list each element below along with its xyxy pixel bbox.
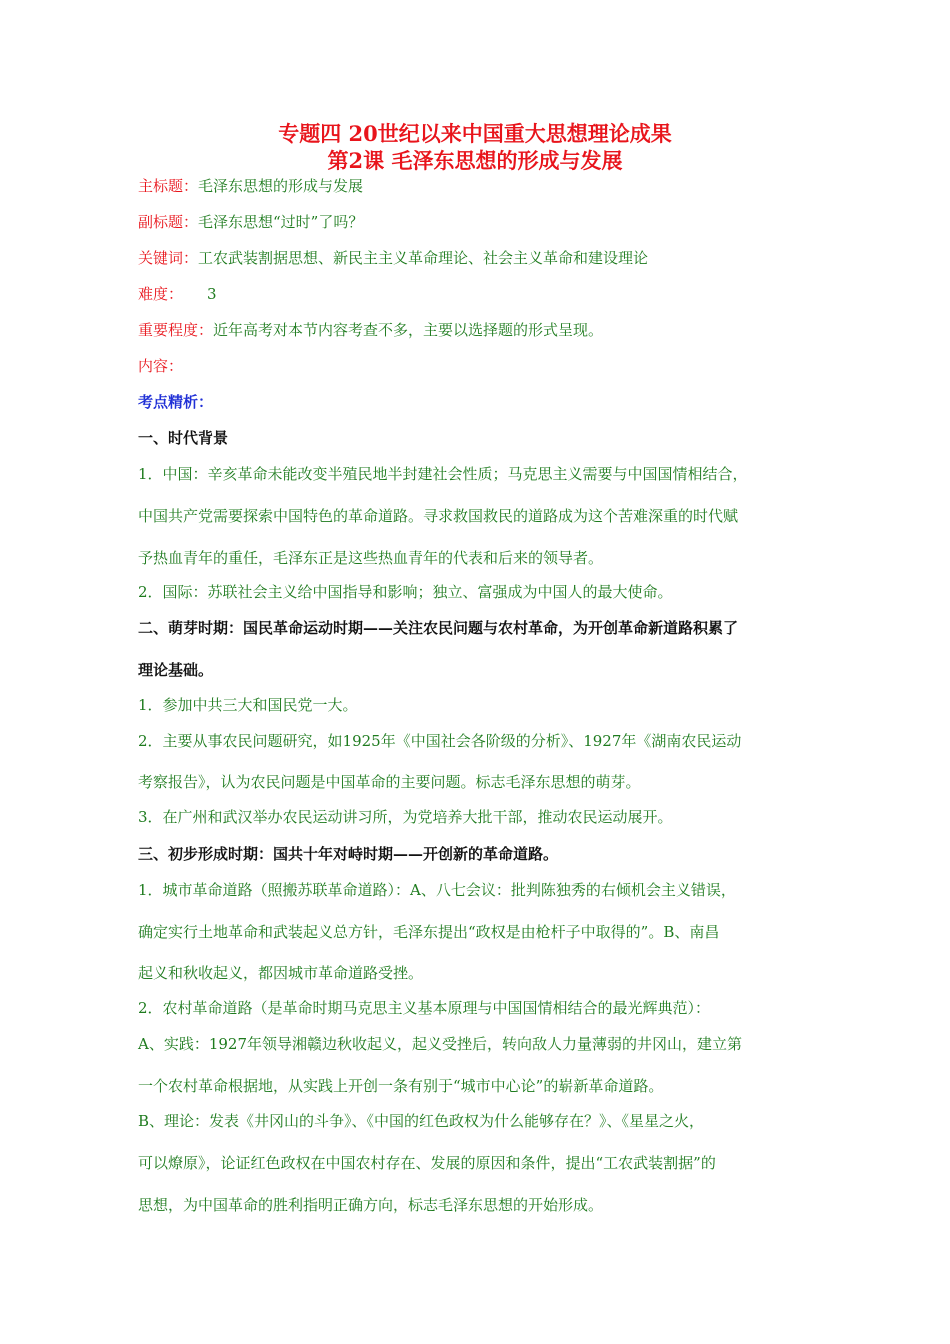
difficulty-label: 难度： bbox=[138, 285, 184, 303]
s2-para-3: 3．在广州和武汉举办农民运动讲习所，为党培养大批干部，推动农民运动展开。 bbox=[138, 808, 673, 826]
section-2-heading-line-1: 二、萌芽时期：国民革命运动时期——关注农民问题与农村革命，为开创革命新道路积累了 bbox=[138, 619, 739, 637]
s3-para-4-line-1: B、理论：发表《井冈山的斗争》、《中国的红色政权为什么能够存在？》、《星星之火， bbox=[138, 1112, 705, 1130]
keywords-value: 工农武装割据思想、新民主主义革命理论、社会主义革命和建设理论 bbox=[198, 249, 649, 267]
s3-para-3-line-1: A、实践：1927年领导湘赣边秋收起义，起义受挫后，转向敌人力量薄弱的井冈山，建立第 bbox=[138, 1035, 743, 1053]
s3-para-4-line-3: 思想，为中国革命的胜利指明正确方向，标志毛泽东思想的开始形成。 bbox=[138, 1196, 604, 1214]
s2-para-2-line-2: 考察报告》，认为农民问题是中国革命的主要问题。标志毛泽东思想的萌芽。 bbox=[138, 773, 641, 791]
content-label: 内容： bbox=[138, 357, 184, 375]
s3-para-1-line-3: 起义和秋收起义，都因城市革命道路受挫。 bbox=[138, 964, 424, 982]
keywords-label: 关键词： bbox=[138, 249, 199, 267]
document-title: 专题四 20世纪以来中国重大思想理论成果 bbox=[278, 121, 672, 146]
importance-label: 重要程度： bbox=[138, 321, 214, 339]
content-row bbox=[138, 356, 183, 376]
importance-value: 近年高考对本节内容考查不多，主要以选择题的形式呈现。 bbox=[213, 321, 604, 339]
importance-row bbox=[138, 320, 603, 340]
s2-para-1: 1．参加中共三大和国民党一大。 bbox=[138, 696, 358, 714]
s1-para-2: 2．国际：苏联社会主义给中国指导和影响；独立、富强成为中国人的最大使命。 bbox=[138, 583, 673, 601]
s1-para-1-line-1: 1．中国：辛亥革命未能改变半殖民地半封建社会性质；马克思主义需要与中国国情相结合， bbox=[138, 465, 748, 483]
section-3-heading: 三、初步形成时期：国共十年对峙时期——开创新的革命道路。 bbox=[138, 845, 559, 863]
subtitle-value: 毛泽东思想“过时”了吗？ bbox=[198, 213, 364, 231]
analysis-heading: 考点精析： bbox=[138, 393, 214, 411]
s3-para-3-line-2: 一个农村革命根据地，从实践上开创一条有别于“城市中心论”的崭新革命道路。 bbox=[138, 1077, 664, 1095]
s3-para-4-line-2: 可以燎原》，论证红色政权在中国农村存在、发展的原因和条件，提出“工农武装割据”的 bbox=[138, 1154, 716, 1172]
lesson-title: 第2课 毛泽东思想的形成与发展 bbox=[327, 148, 623, 173]
subtitle-label: 副标题： bbox=[138, 213, 199, 231]
difficulty-row bbox=[138, 284, 217, 304]
s3-para-2: 2．农村革命道路（是革命时期马克思主义基本原理与中国国情相结合的最光辉典范）： bbox=[138, 999, 711, 1017]
s2-para-2-line-1: 2．主要从事农民问题研究，如1925年《中国社会各阶级的分析》、1927年《湖南农民运动 bbox=[138, 732, 742, 750]
section-1-heading: 一、时代背景 bbox=[138, 429, 229, 447]
main-title-label: 主标题： bbox=[138, 177, 199, 195]
keywords-row bbox=[138, 248, 648, 268]
subtitle-row bbox=[138, 212, 363, 232]
s1-para-1-line-2: 中国共产党需要探索中国特色的革命道路。寻求救国救民的道路成为这个苦难深重的时代赋 bbox=[138, 507, 739, 525]
main-title-value: 毛泽东思想的形成与发展 bbox=[198, 177, 364, 195]
section-2-heading-line-2: 理论基础。 bbox=[138, 661, 214, 679]
s3-para-1-line-2: 确定实行土地革命和武装起义总方针，毛泽东提出“政权是由枪杆子中取得的”。B、南昌 bbox=[138, 923, 720, 941]
s1-para-1-line-3: 予热血青年的重任，毛泽东正是这些热血青年的代表和后来的领导者。 bbox=[138, 549, 604, 567]
s3-para-1-line-1: 1．城市革命道路（照搬苏联革命道路）：A、八七会议：批判陈独秀的右倾机会主义错误， bbox=[138, 881, 736, 899]
main-title-row bbox=[138, 176, 363, 196]
difficulty-value: 3 bbox=[207, 285, 217, 303]
